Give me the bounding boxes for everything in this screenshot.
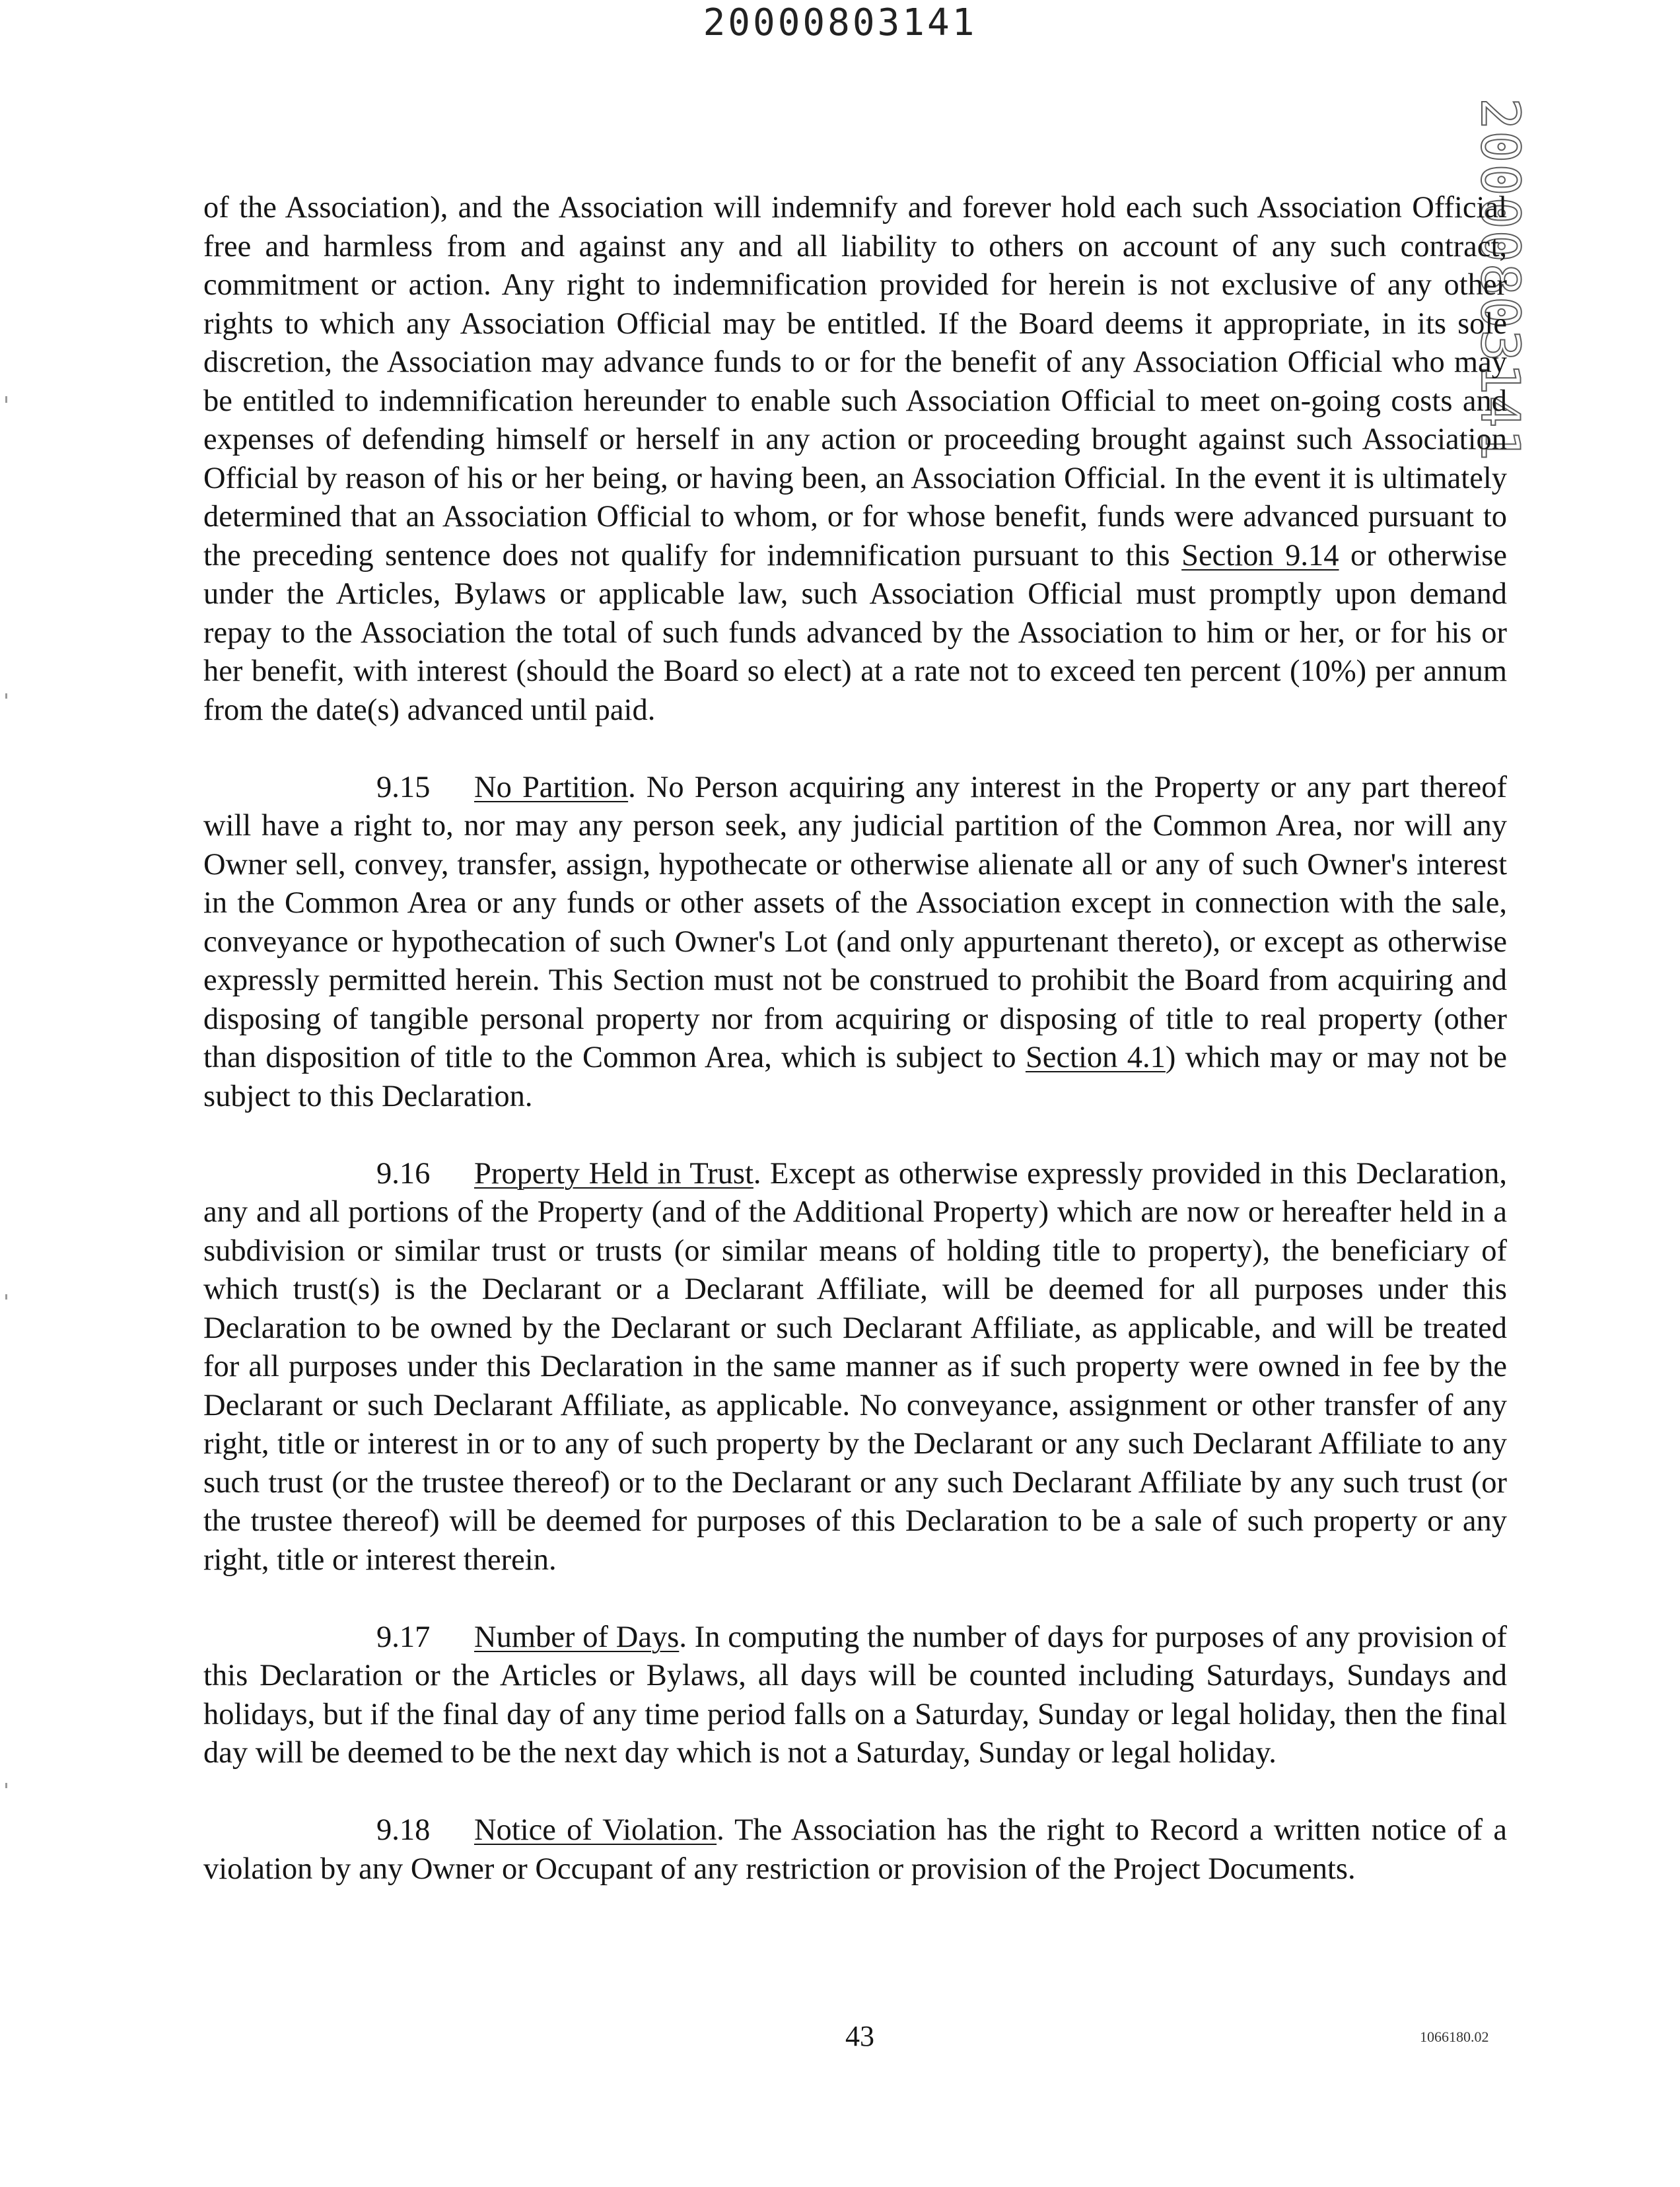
paragraph-indemnification-continued [203,189,1507,730]
section-number: 9.17 [376,1620,431,1654]
section-heading: Property Held in Trust [474,1156,753,1191]
section-9-17 [203,1618,1507,1773]
page-number: 43 [845,2020,874,2052]
section-reference-link[interactable]: Section 9.14 [1181,538,1339,573]
scan-margin-mark [5,396,7,403]
scan-margin-mark [5,1294,7,1300]
paragraph-text: or otherwise under the Articles, Bylaws or applicable law, such Association Official must promptly upon demand repay to the Association the total of such funds advanced by the Association to him or her, or for his or her benefit, with interest (should the Board so elect) at a rate not to exceed ten percent (10%) per annum from the date(s) advanced until paid. [203,538,1508,727]
section-heading: Number of Days [474,1620,680,1654]
section-heading: No Partition [474,770,629,804]
recording-number: 20000803141 [703,1,977,44]
section-number: 9.15 [376,770,431,804]
section-9-18 [203,1811,1507,1889]
section-reference-link[interactable]: Section 4.1 [1025,1041,1166,1074]
section-number: 9.16 [376,1156,431,1191]
section-text: ) which may or may not be subject to this Declaration. [203,1041,1507,1113]
section-9-15 [203,769,1507,1117]
section-text: . No Person acquiring any interest in the Property or any part thereof will have a right to, nor may any person seek, any judicial partition of the Common Area, nor will any Owner sell, convey, transfer, assign, hypothecate or otherwise alienate all or any of such Owner's interest in the Common Area or any funds or other assets of the Association except in connection with the sale, conveyance or hypothecation of such Owner's Lot (and only appurtenant thereto), or except as otherwise expressly permitted herein. This Section must not be construed to prohibit the Board from acquiring and disposing of tangible personal property nor from acquiring or disposing of title to real property (other than disposition of title to the Common Area, which is subject to [203,770,1507,1074]
section-9-16 [203,1155,1507,1580]
section-text: . In computing the number of days for purposes of any provision of this Declaration or the Articles or Bylaws, all days will be counted including Saturdays, Sundays and holidays, but if the final day of any time period falls on a Saturday, Sunday or legal holiday, then the final day will be deemed to be the next day which is not a Saturday, Sunday or legal holiday. [203,1620,1507,1770]
section-text: . Except as otherwise expressly provided in this Declaration, any and all portions of the Property (and of the Additional Property) which are now or hereafter held in a subdivision or similar trust or trusts (or similar means of holding title to property), the beneficiary of which trust(s) is the Declarant or a Declarant Affiliate, will be deemed for all purposes under this Declaration to be owned by the Declarant or such Declarant Affiliate, as applicable, and will be treated for all purposes under this Declaration in the same manner as if such property were owned in fee by the Declarant or such Declarant Affiliate, as applicable. No conveyance, assignment or other transfer of any right, title or interest in or to any of such property by the Declarant or any such Declarant Affiliate to any such trust (or the trustee thereof) or to the Declarant or any such Declarant Affiliate by any such trust (or the trustee thereof) will be deemed for purposes of this Declaration to be a sale of such property or any right, title or interest therein. [203,1156,1507,1577]
scan-margin-mark [5,693,7,699]
section-heading: Notice of Violation [474,1813,717,1847]
section-text: . The Association has the right to Record a written notice of a violation by any Owner or Occupant of any restriction or provision of the Project Documents. [203,1813,1507,1886]
document-id: 1066180.02 [1420,2029,1489,2045]
scan-margin-mark [5,1783,7,1788]
side-recording-stamp: 20000803141 [1469,98,1531,462]
paragraph-text: of the Association), and the Association will indemnify and forever hold each such Association Official free and harmless from and against any and all liability to others on account of any such contract, commitment or action. Any right to indemnification provided for herein is not exclusive of any other rights to which any Association Official may be entitled. If the Board deems it appropriate, in its sole discretion, the Association may advance funds to or for the benefit of any Association Official who may be entitled to indemnification hereunder to enable such Association Official to meet on-going costs and expenses of defending himself or herself in any action or proceeding brought against such Association Official by reason of his or her being, or having been, an Association Official. In the event it is ultimately determined that an Association Official to whom, or for whose benefit, funds were advanced pursuant to the preceding sentence does not qualify for indemnification pursuant to this [203,191,1507,573]
section-number: 9.18 [376,1813,431,1847]
document-body [203,189,1507,1889]
